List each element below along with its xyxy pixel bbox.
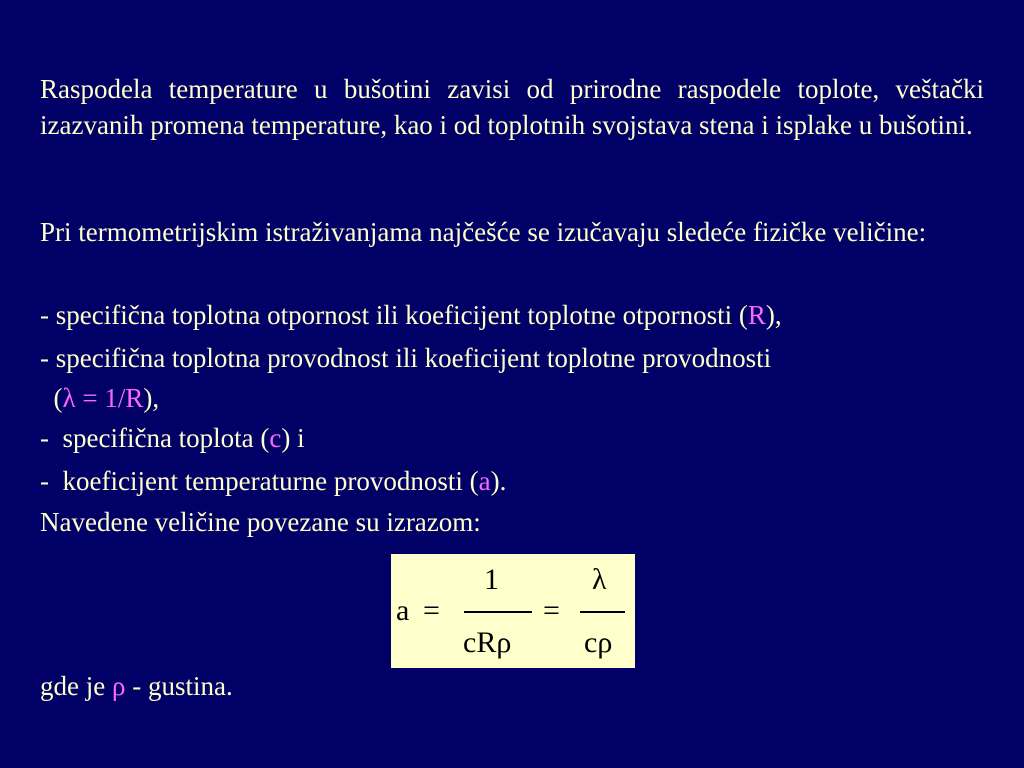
list-item-suffix: ) i [281, 423, 305, 453]
formula-intro: Navedene veličine povezane su izrazom: [40, 507, 481, 537]
formula-lhs: a [396, 594, 410, 627]
list-item-conductivity-formula [40, 380, 159, 416]
fraction-bar [464, 611, 532, 613]
formula-denominator: cρ [584, 626, 613, 659]
formula-numerator: λ [592, 563, 607, 596]
symbol-c: c [269, 423, 282, 453]
list-item-conductivity: - specifična toplotna provodnost ili koeficijent toplotne provodnosti [40, 343, 772, 373]
footer-note [40, 668, 233, 704]
list-item-suffix: ), [765, 300, 782, 330]
fraction-bar [580, 611, 625, 613]
list-item-open: ( [40, 383, 63, 413]
list-item-text: - specifična toplotna otpornost ili koeficijent toplotne otpornosti ( [40, 300, 748, 330]
footer-suffix: - gustina. [125, 671, 233, 701]
symbol-lambda: λ = 1/R [62, 383, 144, 413]
list-item-suffix: ), [143, 383, 160, 413]
formula-denominator: cRρ [463, 626, 512, 659]
symbol-a: a [478, 466, 491, 496]
formula-equals: = [423, 594, 440, 627]
paragraph-intro: Raspodela temperature u bušotini zavisi od prirodne raspodele toplote, veštački izazvanih promena temperature, kao i od toplotnih svojstava stena i isplake u bušotini. [40, 74, 984, 140]
footer-text: gde je [40, 671, 112, 701]
symbol-r: R [747, 300, 766, 330]
list-item-resistivity [40, 297, 782, 333]
paragraph-quantities: Pri termometrijskim istraživanjama najčešće se izučavaju sledeće fizičke veličine: [40, 217, 927, 247]
list-item-suffix: ). [490, 466, 507, 496]
list-item-text: - specifična toplota ( [40, 423, 270, 453]
formula-numerator: 1 [484, 563, 499, 596]
formula-box [391, 554, 635, 668]
symbol-rho: ρ [111, 671, 126, 701]
list-item-text: - koeficijent temperaturne provodnosti ( [40, 466, 479, 496]
list-item-specific-heat [40, 420, 305, 456]
formula-equals: = [543, 594, 560, 627]
list-item-diffusivity [40, 463, 506, 499]
